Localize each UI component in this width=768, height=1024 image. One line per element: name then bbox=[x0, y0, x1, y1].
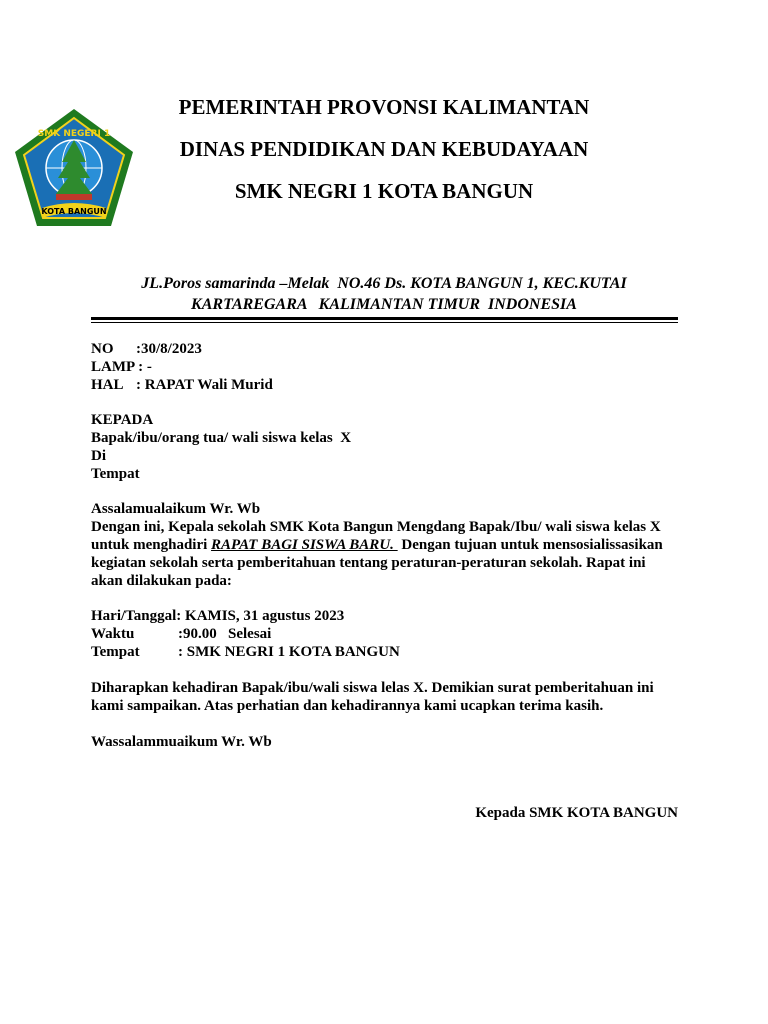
meta-no-value: :30/8/2023 bbox=[136, 341, 202, 357]
school-logo bbox=[12, 106, 136, 230]
schedule-place-value: : SMK NEGRI 1 KOTA BANGUN bbox=[178, 644, 400, 660]
farewell: Wassalammuaikum Wr. Wb bbox=[91, 734, 272, 750]
signature: Kepada SMK KOTA BANGUN bbox=[475, 805, 678, 821]
letterhead-line-3: SMK NEGRI 1 KOTA BANGUN bbox=[234, 179, 534, 203]
meta-lamp: LAMP : - bbox=[91, 359, 152, 375]
meta-no bbox=[91, 340, 202, 358]
schedule-time-value: :90.00 Selesai bbox=[178, 626, 272, 642]
body-line-2-pre: untuk menghadiri bbox=[91, 537, 212, 553]
letterhead-divider-thin bbox=[91, 322, 678, 323]
body-line-2 bbox=[91, 536, 663, 554]
recipient-di: Di bbox=[91, 448, 106, 464]
schedule-place bbox=[91, 643, 400, 661]
logo-top-text: SMK NEGERI 1 bbox=[37, 129, 111, 139]
recipient-tempat: Tempat bbox=[91, 466, 140, 482]
letterhead-line-2: DINAS PENDIDIKAN DAN KEBUDAYAAN bbox=[179, 137, 589, 161]
body-line-3: kegiatan sekolah serta pemberitahuan tentang peraturan-peraturan sekolah. Rapat ini bbox=[91, 555, 646, 571]
meta-no-label: NO bbox=[91, 341, 114, 357]
meta-hal bbox=[91, 376, 273, 394]
recipient-to: Bapak/ibu/orang tua/ wali siswa kelas X bbox=[91, 430, 352, 446]
meta-hal-value: : RAPAT Wali Murid bbox=[136, 377, 273, 393]
schedule-place-label: Tempat bbox=[91, 644, 140, 660]
meeting-title: RAPAT BAGI SISWA BARU. bbox=[211, 537, 398, 553]
body-line-2-post: Dengan tujuan untuk mensosialissasikan bbox=[397, 537, 663, 553]
closing-line-1: Diharapkan kehadiran Bapak/ibu/wali siswa lelas X. Demikian surat pemberitahuan ini bbox=[91, 680, 654, 696]
logo-bottom-text: KOTA BANGUN bbox=[41, 207, 107, 216]
meta-hal-label: HAL bbox=[91, 377, 124, 393]
letterhead-line-1: PEMERINTAH PROVONSI KALIMANTAN bbox=[178, 95, 590, 119]
schedule-time-label: Waktu bbox=[91, 626, 135, 642]
recipient-kepada: KEPADA bbox=[91, 412, 154, 428]
address-line-2: KARTAREGARA KALIMANTAN TIMUR INDONESIA bbox=[191, 296, 577, 313]
schedule-day: Hari/Tanggal: KAMIS, 31 agustus 2023 bbox=[91, 608, 345, 624]
closing-line-2: kami sampaikan. Atas perhatian dan kehadirannya kami ucapkan terima kasih. bbox=[91, 698, 604, 714]
schedule-time bbox=[91, 625, 271, 643]
body-line-4: akan dilakukan pada: bbox=[91, 573, 232, 589]
letterhead-divider bbox=[91, 317, 678, 320]
body-line-1: Dengan ini, Kepala sekolah SMK Kota Bangun Mengdang Bapak/Ibu/ wali siswa kelas X bbox=[91, 519, 661, 535]
greeting: Assalamualaikum Wr. Wb bbox=[91, 501, 261, 517]
address-line-1: JL.Poros samarinda –Melak NO.46 Ds. KOTA BANGUN 1, KEC.KUTAI bbox=[141, 275, 627, 292]
